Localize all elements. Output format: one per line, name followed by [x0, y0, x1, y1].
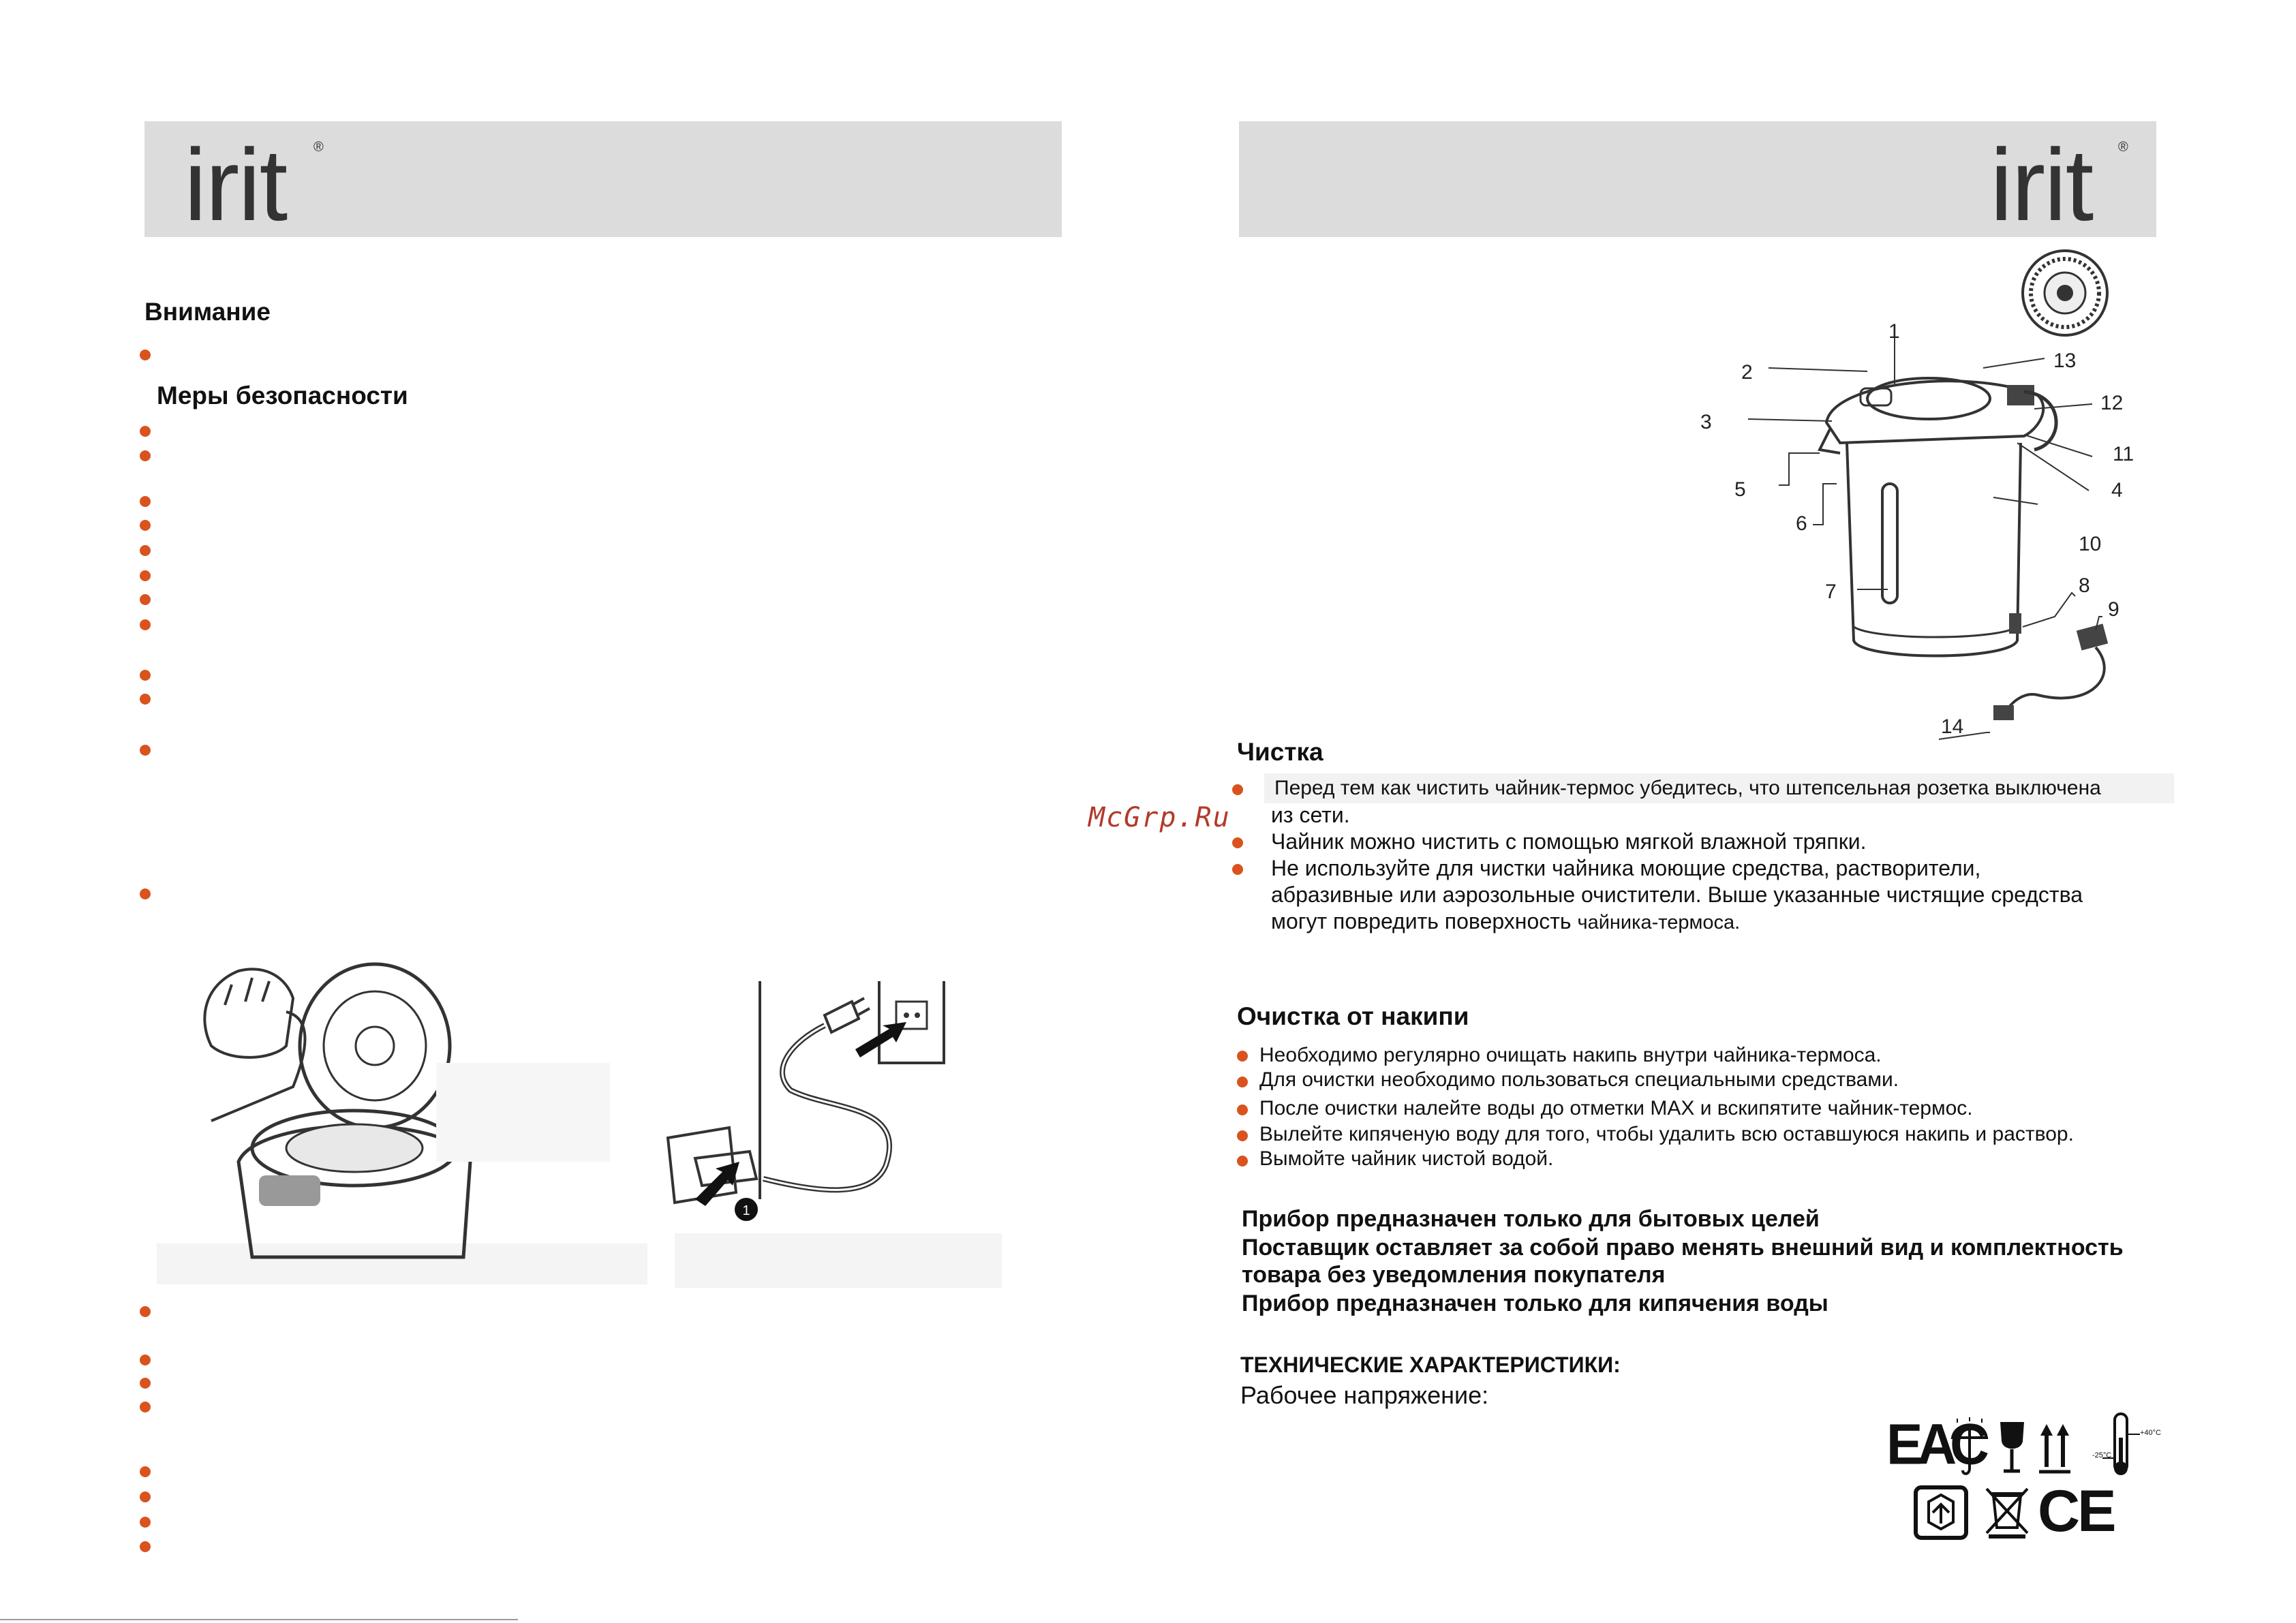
- kettle-parts-diagram: [1683, 245, 2174, 743]
- callout-label: 4: [2111, 479, 2123, 501]
- list-bullet: [1237, 1077, 1248, 1087]
- list-bullet: [1237, 1104, 1248, 1115]
- callout-label: 13: [2053, 350, 2077, 372]
- keep-dry-umbrella-icon: [1949, 1417, 1990, 1479]
- list-bullet: [1237, 1130, 1248, 1141]
- cleaning-item-1-line2: из сети.: [1271, 803, 1350, 827]
- list-bullet: [1237, 1051, 1248, 1062]
- list-bullet: [140, 570, 151, 581]
- list-bullet: [140, 694, 151, 705]
- descaling-item: Вымойте чайник чистой водой.: [1259, 1147, 1554, 1170]
- list-bullet: [140, 545, 151, 556]
- descaling-item: После очистки налейте воды до отметки MAX и вскипятите чайник-термос.: [1259, 1097, 1973, 1119]
- safety-title: Меры безопасности: [157, 382, 408, 409]
- attention-title: Внимание: [144, 298, 271, 326]
- list-bullet: [140, 1491, 151, 1502]
- specs-voltage-label: Рабочее напряжение:: [1240, 1381, 1489, 1409]
- this-way-up-icon: [2038, 1421, 2072, 1475]
- cleaning-item-1-line1: Перед тем как чистить чайник-термос убедитесь, что штепсельная розетка выключена: [1274, 777, 2101, 799]
- list-bullet: [140, 1517, 151, 1528]
- descaling-item: Вылейте кипяченую воду для того, чтобы удалить всю оставшуюся накипь и раствор.: [1259, 1123, 2074, 1145]
- list-bullet: [140, 1355, 151, 1365]
- list-bullet: [1232, 864, 1243, 875]
- callout-label: 6: [1796, 512, 1807, 535]
- left-brand-logo: irit: [184, 127, 287, 242]
- list-bullet: [140, 1306, 151, 1317]
- list-bullet: [140, 1466, 151, 1477]
- cleaning-item-3-line1: Не используйте для чистки чайника моющие средства, растворители,: [1271, 856, 1981, 880]
- temp-high-label: +40°C: [2140, 1429, 2162, 1437]
- note-supplier-rights-line1: Поставщик оставляет за собой право менять внешний вид и комплектность: [1242, 1235, 2124, 1261]
- callout-label: 8: [2079, 574, 2090, 597]
- list-bullet: [140, 426, 151, 437]
- temperature-limit-icon: [2089, 1410, 2164, 1479]
- cleaning-item-3-line3-part1: могут повредить поверхность: [1271, 909, 1578, 933]
- callout-label: 3: [1700, 411, 1712, 433]
- list-bullet: [140, 496, 151, 507]
- svg-text:1: 1: [742, 1203, 750, 1218]
- cleaning-item-2: Чайник можно чистить с помощью мягкой влажной тряпки.: [1271, 829, 1867, 854]
- list-bullet: [140, 1378, 151, 1389]
- callout-label: 7: [1825, 581, 1837, 603]
- callout-label: 10: [2079, 533, 2102, 555]
- callout-label: 2: [1741, 361, 1753, 384]
- list-bullet: [140, 745, 151, 756]
- cleaning-title: Чистка: [1237, 738, 1323, 766]
- plug-into-socket-illustration: [654, 974, 1009, 1291]
- list-bullet: [140, 1402, 151, 1412]
- descaling-title: Очистка от накипи: [1237, 1002, 1469, 1030]
- watermark: McGrp.Ru: [1088, 802, 1231, 833]
- list-bullet: [140, 888, 151, 899]
- list-bullet: [140, 594, 151, 605]
- descaling-item: Для очистки необходимо пользоваться специальными средствами.: [1259, 1068, 1899, 1091]
- list-bullet: [140, 619, 151, 630]
- weee-crossed-bin-icon: [1983, 1485, 2031, 1540]
- list-bullet: [140, 450, 151, 461]
- bottom-rule: [0, 1619, 518, 1620]
- cleaning-item-3-line2: абразивные или аэрозольные очистители. Выше указанные чистящие средства: [1271, 882, 2083, 907]
- list-bullet: [1237, 1156, 1248, 1166]
- descaling-item: Необходимо регулярно очищать накипь внутри чайника-термоса.: [1259, 1044, 1882, 1066]
- attention-bullet: [140, 350, 151, 360]
- cleaning-item-3-line3: [1271, 908, 1740, 936]
- callout-label: 12: [2100, 392, 2124, 414]
- list-bullet: [1232, 837, 1243, 848]
- list-bullet: [140, 670, 151, 681]
- callout-label: 5: [1734, 478, 1746, 501]
- right-registered-mark: ®: [2118, 140, 2128, 155]
- list-bullet: [140, 1541, 151, 1552]
- callout-label: 11: [2113, 443, 2134, 465]
- note-supplier-rights-line2: товара без уведомления покупателя: [1242, 1262, 1666, 1288]
- ce-mark: CE: [2038, 1479, 2114, 1544]
- note-water-only: Прибор предназначен только для кипячения воды: [1242, 1290, 1828, 1316]
- specs-title: ТЕХНИЧЕСКИЕ ХАРАКТЕРИСТИКИ:: [1240, 1352, 1621, 1377]
- cleaning-item-3-line3-part2: чайника-термоса.: [1577, 912, 1741, 933]
- callout-label: 9: [2108, 598, 2119, 621]
- right-brand-logo: irit: [1990, 127, 2093, 242]
- callout-label: 1: [1888, 320, 1900, 343]
- list-bullet: [1232, 784, 1243, 795]
- eac-mark: ЕАС: [1886, 1412, 1984, 1477]
- temp-low-label: -25°C: [2092, 1451, 2112, 1459]
- left-registered-mark: ®: [313, 140, 324, 155]
- note-household-use: Прибор предназначен только для бытовых целей: [1242, 1206, 1820, 1232]
- callout-label: 14: [1941, 715, 1964, 738]
- recycle-packaging-icon: [1914, 1485, 1968, 1540]
- list-bullet: [140, 520, 151, 531]
- fragile-glass-icon: [1997, 1421, 2027, 1475]
- illustration-blank-panel: [436, 1063, 610, 1162]
